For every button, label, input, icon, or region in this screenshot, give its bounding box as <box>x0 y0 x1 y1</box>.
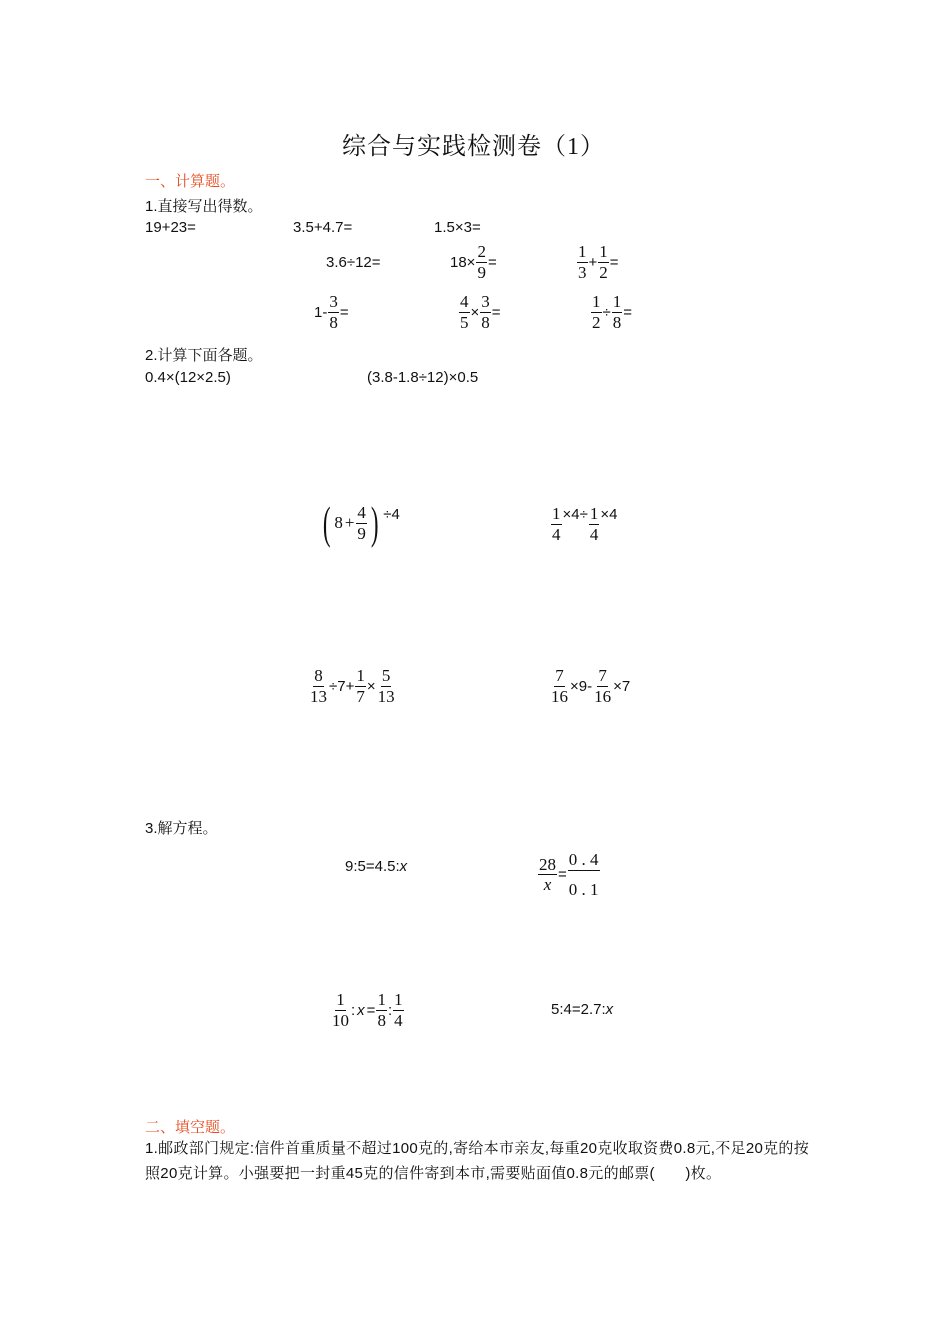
q1-item-9: $\frac{1}{2}$ ÷ $\frac{1}{8}$ = <box>592 292 632 332</box>
q3-equation-3: $\frac{1}{10}$ : x = $\frac{1}{8}$ : $\frac{1}{4}$ <box>332 990 403 1030</box>
q2-expr-1: 0.4×(12×2.5) <box>145 369 231 386</box>
fraction: $\frac{5}{13}$ <box>377 666 395 706</box>
section-heading-calculation: 一、计算题。 <box>145 173 236 190</box>
fraction: $\frac{1}{8}$ <box>377 990 386 1030</box>
fraction: $\frac{0 . 4}{0 . 1}$ <box>568 850 599 899</box>
q1-item-6: $\frac{1}{3}$ + $\frac{1}{2}$ = <box>578 242 619 282</box>
right-paren: ) <box>370 497 379 548</box>
left-paren: ( <box>322 497 331 548</box>
fraction: $\frac{7}{16}$ <box>551 666 568 706</box>
q1-item-4: 3.6÷12= <box>326 254 381 271</box>
fraction: $\frac{4}{5}$ <box>460 292 469 332</box>
q3-equation-4: 5:4=2.7:x <box>551 1001 614 1018</box>
fraction: $\frac{28}{x}$ <box>539 854 556 895</box>
fraction: $\frac{1}{2}$ <box>592 292 601 332</box>
fraction: $\frac{1}{2}$ <box>599 242 608 282</box>
page-title: 综合与实践检测卷（1） <box>342 134 605 160</box>
fraction: $\frac{1}{8}$ <box>612 292 622 332</box>
q1-item-2: 3.5+4.7= <box>293 219 353 236</box>
q1-item-7: 1- $\frac{3}{8}$ = <box>314 292 349 332</box>
q2-label: 2.计算下面各题。 <box>145 347 263 364</box>
q1-item-1: 19+23= <box>145 219 196 236</box>
fraction: $\frac{1}{10}$ <box>332 990 349 1030</box>
fraction: $\frac{3}{8}$ <box>481 292 490 332</box>
q2-expr-6: $\frac{7}{16}$ ×9- $\frac{7}{16}$ ×7 <box>551 666 631 706</box>
fraction: $\frac{8}{13}$ <box>310 666 327 706</box>
fraction: $\frac{7}{16}$ <box>594 666 612 706</box>
q1-item-5: 18× $\frac{2}{9}$ = <box>450 242 497 282</box>
fraction: $\frac{1}{7}$ <box>356 666 365 706</box>
q3-equation-2: $\frac{28}{x}$ = $\frac{0 . 4}{0 . 1}$ <box>539 850 599 899</box>
q1-item-8: $\frac{4}{5}$ × $\frac{3}{8}$ = <box>460 292 501 332</box>
fraction: $\frac{2}{9}$ <box>477 242 486 282</box>
fraction: $\frac{4}{9}$ <box>357 502 366 543</box>
q2-expr-4: $\frac{1}{4}$ ×4÷ $\frac{1}{4}$ ×4 <box>552 504 618 544</box>
fraction: $\frac{1}{4}$ <box>394 990 403 1030</box>
q2-expr-3: ( 8 + $\frac{4}{9}$ ) ÷4 <box>322 497 400 548</box>
q2-expr-5: $\frac{8}{13}$ ÷7+ $\frac{1}{7}$ × $\frac{5}{13}$ <box>310 666 395 706</box>
q3-equation-1: 9:5=4.5:x <box>345 858 408 875</box>
fraction: $\frac{1}{3}$ <box>578 242 587 282</box>
q3-label: 3.解方程。 <box>145 820 218 837</box>
section-heading-fill-blank: 二、填空题。 <box>145 1119 236 1136</box>
q2-expr-2: (3.8-1.8÷12)×0.5 <box>367 369 479 386</box>
fraction: $\frac{1}{4}$ <box>552 504 561 544</box>
q1-label: 1.直接写出得数。 <box>145 198 263 215</box>
fraction: $\frac{3}{8}$ <box>329 292 338 332</box>
q1-item-3: 1.5×3= <box>434 219 481 236</box>
fraction: $\frac{1}{4}$ <box>589 504 599 544</box>
fill-blank-question-1: 1.邮政部门规定:信件首重质量不超过100克的,寄给本市亲友,每重20克收取资费0.8元,不足20克的按照20克计算。小强要把一封重45克的信件寄到本市,需要贴面值0.8元的邮票( )枚。 <box>145 1140 810 1182</box>
